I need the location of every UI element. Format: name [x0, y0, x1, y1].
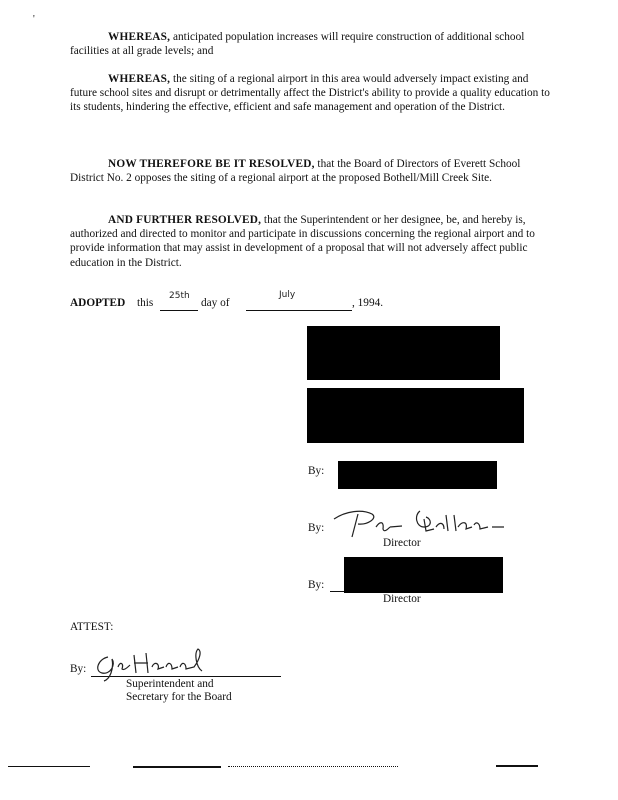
redacted-block-2 [307, 388, 524, 443]
adopted-label: ADOPTED [70, 297, 126, 309]
attest-title-line1: Superintendent and [126, 678, 214, 690]
paragraph-body: that the Board of Directors of Everett School District No. 2 opposes the siting of a regional airport at the proposed Bothell/Mill Creek Site. [70, 158, 521, 185]
paragraph-lead: NOW THEREFORE BE IT RESOLVED, [108, 158, 315, 170]
paragraph-body: the siting of a regional airport in this area would adversely impact existing and future school sites and disrupt or detrimentally affect the District's ability to provide a quality education to its students, hindering the effective, efficient and safe management and operation of the District. [70, 73, 550, 114]
paragraph-body: anticipated population increases will require construction of additional school facilities at all grade levels; and [70, 31, 525, 58]
paragraph-lead: WHEREAS, [108, 31, 171, 43]
adopted-year: , 1994. [352, 297, 384, 309]
adopted-this: this [137, 297, 154, 309]
attest-label: ATTEST: [70, 621, 114, 633]
redacted-signature-3 [344, 557, 503, 593]
bottom-rule-4 [496, 765, 538, 767]
paragraph-whereas-population [70, 30, 550, 58]
month-blank [246, 310, 352, 311]
attest-by-label: By: [70, 663, 87, 675]
paragraph-lead: WHEREAS, [108, 73, 171, 85]
redacted-signature-1 [338, 461, 497, 489]
bottom-rule-2 [133, 766, 221, 768]
day-blank [160, 310, 198, 311]
adopted-day-of: day of [201, 297, 230, 309]
by-label-1: By: [308, 465, 325, 477]
paragraph-further-resolved [70, 213, 550, 270]
attest-title-line2: Secretary for the Board [126, 691, 232, 703]
day-value: 25th [169, 291, 190, 301]
paragraph-body: that the Superintendent or her designee, be, and hereby is, authorized and directed to monitor and participate in discussions concerning the regional airport and to provide information that may assist in development of a proposal that will not adversely affect public education in the District. [70, 214, 535, 269]
paragraph-whereas-airport [70, 72, 550, 115]
by-label-2: By: [308, 522, 325, 534]
paragraph-lead: AND FURTHER RESOLVED, [108, 214, 262, 226]
director-title-2: Director [383, 593, 421, 605]
bottom-rule-3 [228, 766, 398, 767]
month-value: July [279, 290, 296, 300]
paragraph-resolved [70, 157, 550, 185]
director-title-1: Director [383, 537, 421, 549]
corner-mark: ' [33, 14, 35, 25]
by-label-3: By: [308, 579, 325, 591]
director-signature [328, 505, 513, 540]
redacted-block-1 [307, 326, 500, 380]
bottom-rule-1 [8, 766, 90, 767]
